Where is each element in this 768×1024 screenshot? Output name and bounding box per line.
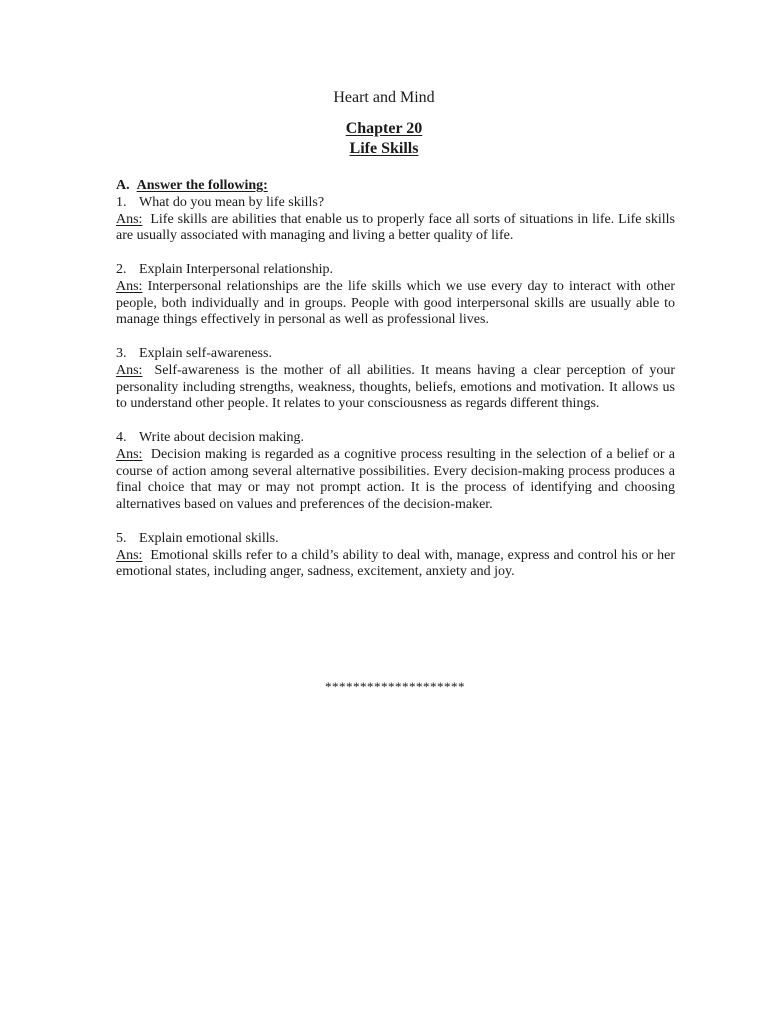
question-block	[116, 430, 675, 514]
answer	[116, 363, 675, 413]
question-text: Explain self-awareness.	[139, 345, 272, 361]
question-block	[116, 262, 675, 329]
question	[116, 262, 675, 279]
question-text: Explain emotional skills.	[139, 530, 279, 546]
question	[116, 195, 675, 212]
answer-label: Ans:	[116, 446, 143, 462]
answer-text: Decision making is regarded as a cognitive process resulting in the selection of a belief or a course of action among several alternative possibilities. Every decision-making process produces a final choice that may or may not prompt action. It is the process of identifying and choosing alternatives based on values and preferences of the decision-maker.	[116, 446, 676, 513]
answer-label: Ans:	[116, 278, 143, 294]
question	[116, 346, 675, 363]
chapter-heading	[0, 119, 768, 159]
question-text: Write about decision making.	[139, 429, 305, 445]
question-block	[116, 531, 675, 581]
exercise-content	[116, 178, 675, 598]
chapter-title: Life Skills	[349, 140, 419, 157]
question-number: 2.	[116, 261, 127, 277]
answer-text: Life skills are abilities that enable us to properly face all sorts of situations in life. Life skills are usually associated with managing and living a better quality of life.	[116, 211, 675, 244]
question-number: 3.	[116, 345, 127, 361]
chapter-number: Chapter 20	[345, 120, 423, 137]
question-text: What do you mean by life skills?	[139, 194, 325, 210]
section-label: Answer the following:	[136, 178, 268, 193]
answer-label: Ans:	[116, 211, 143, 227]
question-number: 4.	[116, 429, 127, 445]
book-title: Heart and Mind	[333, 89, 435, 106]
question-number: 5.	[116, 530, 127, 546]
question-text: Explain Interpersonal relationship.	[139, 261, 333, 277]
question-number: 1.	[116, 194, 127, 210]
answer-text: Self-awareness is the mother of all abilities. It means having a clear perception of your personality including strengths, weakness, thoughts, beliefs, emotions and motivation. It allows us to understand other people. It relates to your consciousness as regards different things.	[116, 362, 675, 412]
question	[116, 430, 675, 447]
answer-label: Ans:	[116, 547, 143, 563]
question-block	[116, 195, 675, 245]
question	[116, 531, 675, 548]
answer	[116, 447, 675, 514]
answer-text: Emotional skills refer to a child’s ability to deal with, manage, express and control his or her emotional states, including anger, sadness, excitement, anxiety and joy.	[116, 547, 676, 580]
end-separator: ********************	[325, 679, 465, 694]
answer-label: Ans:	[116, 362, 143, 378]
section-heading	[116, 178, 675, 195]
section-marker: A.	[116, 178, 130, 193]
question-block	[116, 346, 675, 413]
answer	[116, 548, 675, 582]
answer	[116, 279, 675, 329]
answer	[116, 212, 675, 246]
answer-text: Interpersonal relationships are the life skills which we use every day to interact with other people, both individually and in groups. People with good interpersonal skills are usually able to manage things effectively in personal as well as professional lives.	[116, 278, 675, 328]
